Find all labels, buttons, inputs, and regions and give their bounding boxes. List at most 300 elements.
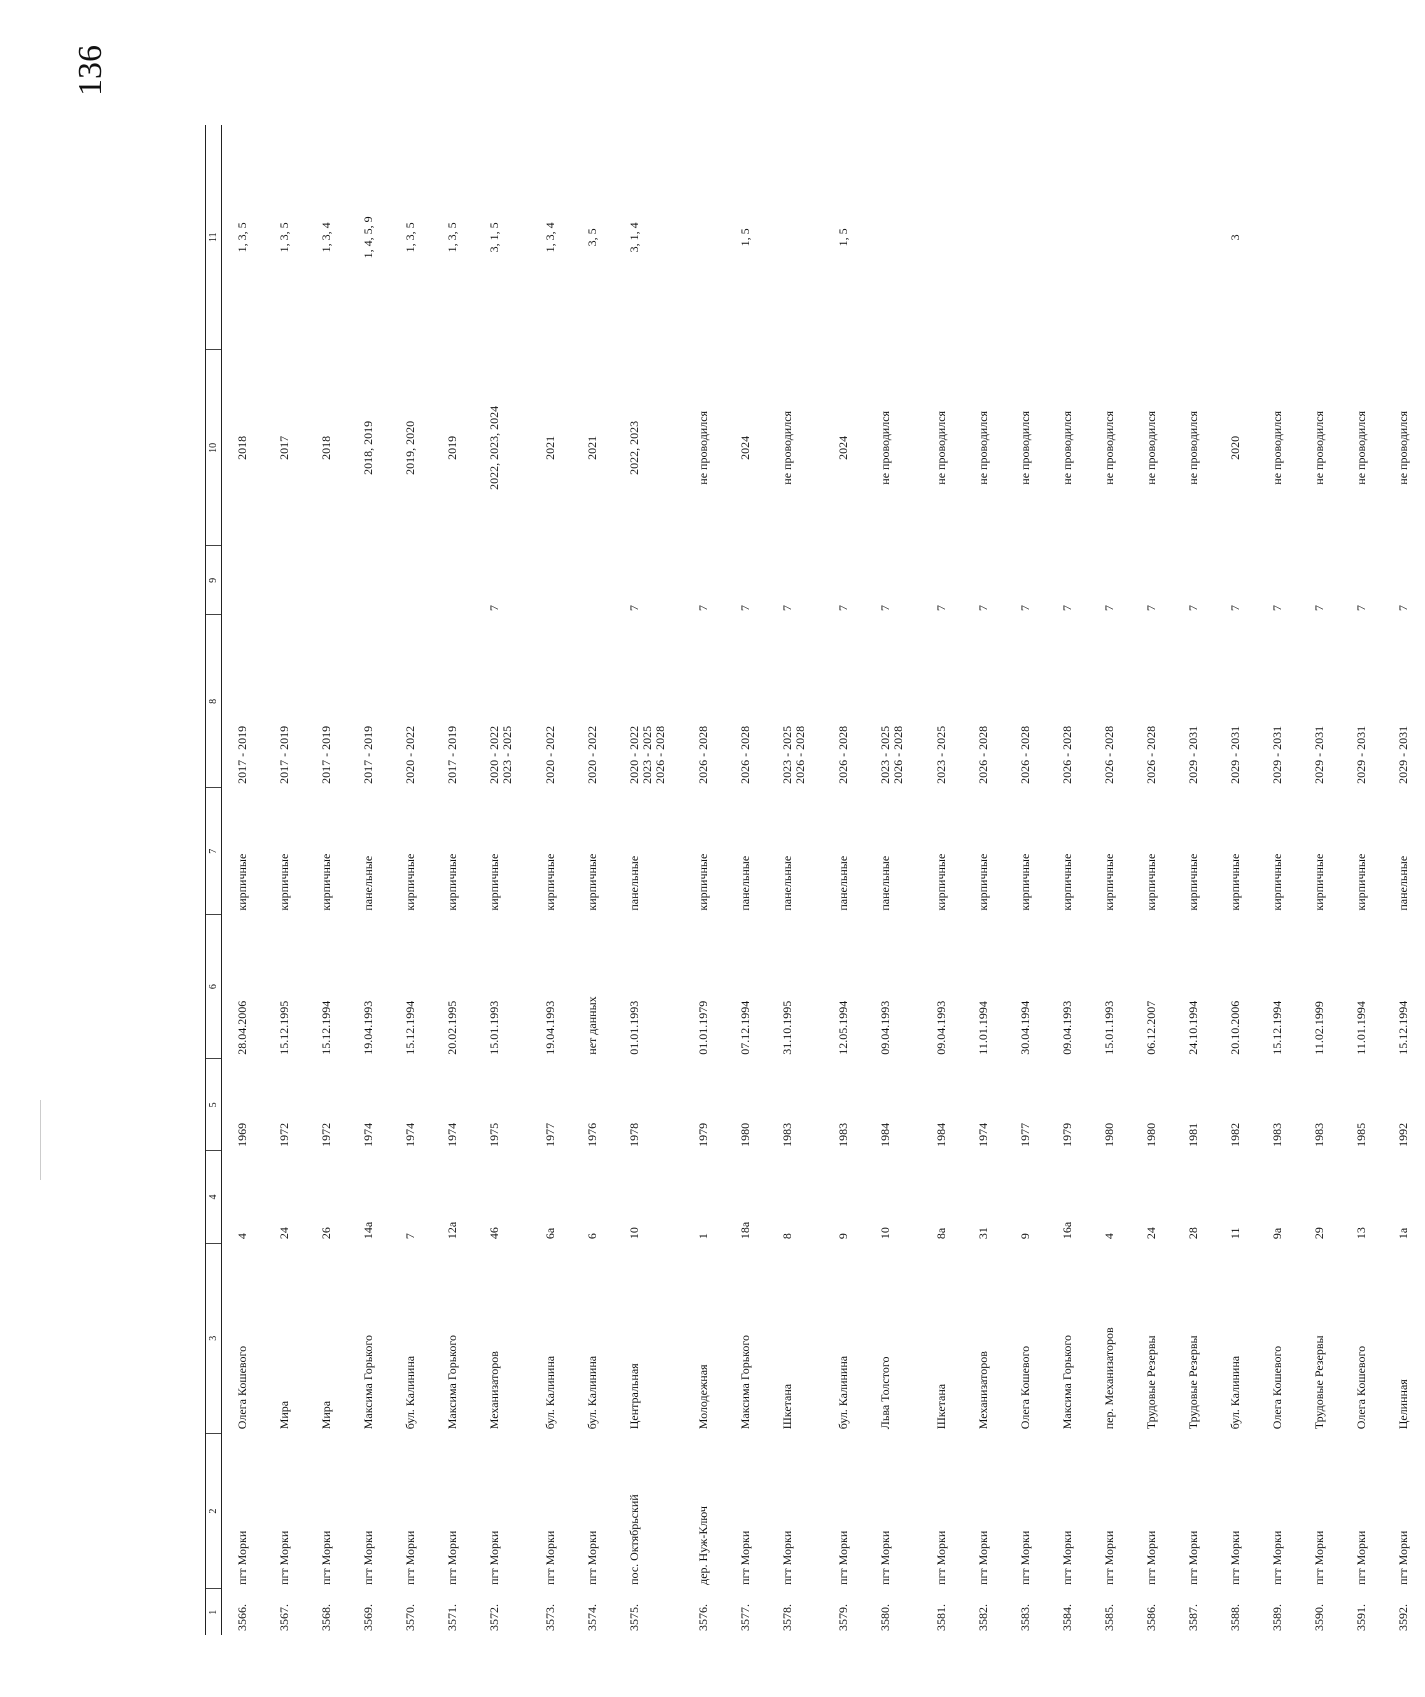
date-cell: 12.05.1994: [836, 1000, 850, 1055]
table-row: [1341, 125, 1383, 1635]
column-9-cell: 7: [1060, 604, 1074, 611]
year-cell: 1972: [319, 1122, 333, 1147]
date-cell: 01.01.1993: [627, 1000, 641, 1055]
table-row: [614, 125, 683, 1635]
settlement-cell: пгт Морки: [836, 1530, 850, 1585]
period-cell: 2020 - 2022 2023 - 2025 2026 - 2028: [627, 725, 667, 784]
header-cell: 11: [206, 125, 222, 350]
table-row: [530, 125, 572, 1635]
period-cell: 2026 - 2028: [738, 725, 752, 784]
table-row: [474, 125, 530, 1635]
row-number: 3575.: [627, 1604, 641, 1631]
material-cell: кирпичные: [696, 853, 710, 911]
house-number-cell: 46: [487, 1227, 501, 1240]
row-number: 3589.: [1270, 1604, 1284, 1631]
header-cell: 10: [206, 350, 222, 546]
column-10-cell: не проводился: [1396, 410, 1410, 485]
settlement-cell: пгт Морки: [585, 1530, 599, 1585]
row-number: 3587.: [1186, 1604, 1200, 1631]
column-11-cell: [1131, 125, 1173, 350]
column-9-cell: 7: [1102, 604, 1116, 611]
year-cell: 1977: [543, 1122, 557, 1147]
column-10-cell: не проводился: [1270, 410, 1284, 485]
year-cell: 1974: [445, 1122, 459, 1147]
row-number: 3569.: [361, 1604, 375, 1631]
column-11-cell: 1, 3, 5: [403, 222, 417, 253]
column-11-cell: 3: [1228, 234, 1242, 241]
street-cell: бул. Калинина: [1228, 1355, 1242, 1430]
material-cell: кирпичные: [1018, 853, 1032, 911]
table-row: [767, 125, 823, 1635]
settlement-cell: пгт Морки: [487, 1530, 501, 1585]
period-cell: 2029 - 2031: [1396, 725, 1410, 784]
year-cell: 1981: [1186, 1122, 1200, 1147]
date-cell: 15.12.1995: [277, 1000, 291, 1055]
material-cell: кирпичные: [277, 853, 291, 911]
material-cell: панельные: [361, 855, 375, 911]
date-cell: 30.04.1994: [1018, 1000, 1032, 1055]
column-11-cell: 1, 3, 4: [543, 222, 557, 253]
settlement-cell: пгт Морки: [235, 1530, 249, 1585]
settlement-cell: пгт Морки: [1060, 1530, 1074, 1585]
year-cell: 1985: [1354, 1122, 1368, 1147]
date-cell: 20.10.2006: [1228, 1000, 1242, 1055]
period-cell: 2017 - 2019: [361, 725, 375, 784]
column-11-cell: 3, 1, 4: [627, 222, 641, 253]
row-number: 3585.: [1102, 1604, 1116, 1631]
date-cell: 11.02.1999: [1312, 1001, 1326, 1055]
date-cell: 15.01.1993: [487, 1000, 501, 1055]
street-cell: Олега Кошевого: [235, 1345, 249, 1430]
date-cell: 19.04.1993: [361, 1000, 375, 1055]
settlement-cell: пгт Морки: [976, 1530, 990, 1585]
row-number: 3582.: [976, 1604, 990, 1631]
page-number: 136: [72, 45, 109, 96]
column-10-cell: 2019: [445, 435, 459, 460]
table-row: [1089, 125, 1131, 1635]
column-11-cell: [767, 125, 823, 350]
street-cell: Олега Кошевого: [1354, 1345, 1368, 1430]
settlement-cell: пгт Морки: [543, 1530, 557, 1585]
house-number-cell: 29: [1312, 1227, 1326, 1240]
house-number-cell: 9: [1018, 1233, 1032, 1240]
street-cell: Максима Горького: [361, 1334, 375, 1430]
year-cell: 1982: [1228, 1122, 1242, 1147]
street-cell: Максима Горького: [738, 1334, 752, 1430]
column-9-cell: 7: [1186, 604, 1200, 611]
column-10-cell: не проводился: [1354, 410, 1368, 485]
year-cell: 1972: [277, 1122, 291, 1147]
street-cell: пер. Механизаторов: [1102, 1327, 1116, 1430]
period-cell: 2017 - 2019: [445, 725, 459, 784]
material-cell: кирпичные: [235, 853, 249, 911]
house-number-cell: 1а: [1396, 1227, 1410, 1240]
material-cell: кирпичные: [319, 853, 333, 911]
house-number-cell: 7: [403, 1233, 417, 1240]
column-10-cell: не проводился: [696, 410, 710, 485]
table-row: [1173, 125, 1215, 1635]
year-cell: 1976: [585, 1122, 599, 1147]
column-10-cell: не проводился: [780, 410, 794, 485]
date-cell: 24.10.1994: [1186, 1000, 1200, 1055]
column-10-cell: не проводился: [1312, 410, 1326, 485]
settlement-cell: пгт Морки: [878, 1530, 892, 1585]
column-11-cell: [1299, 125, 1341, 350]
settlement-cell: пгт Морки: [934, 1530, 948, 1585]
year-cell: 1983: [1312, 1122, 1326, 1147]
material-cell: кирпичные: [1354, 853, 1368, 911]
year-cell: 1980: [1102, 1122, 1116, 1147]
settlement-cell: пгт Морки: [1396, 1530, 1410, 1585]
date-cell: 11.01.1994: [1354, 1001, 1368, 1055]
material-cell: кирпичные: [1060, 853, 1074, 911]
table-row: [823, 125, 865, 1635]
settlement-cell: пгт Морки: [319, 1530, 333, 1585]
material-cell: панельные: [878, 855, 892, 911]
date-cell: 19.04.1993: [543, 1000, 557, 1055]
house-number-cell: 1: [696, 1233, 710, 1240]
column-10-cell: 2024: [836, 435, 850, 460]
column-11-cell: [1089, 125, 1131, 350]
table-row: [865, 125, 921, 1635]
street-cell: Льва Толстого: [878, 1356, 892, 1430]
column-11-cell: [921, 125, 963, 350]
row-number: 3588.: [1228, 1604, 1242, 1631]
row-number: 3591.: [1354, 1604, 1368, 1631]
date-cell: 15.12.1994: [403, 1000, 417, 1055]
material-cell: кирпичные: [1228, 853, 1242, 911]
period-cell: 2020 - 2022: [403, 725, 417, 784]
street-cell: Центральная: [627, 1363, 641, 1430]
year-cell: 1984: [878, 1122, 892, 1147]
column-10-cell: 2022, 2023: [627, 420, 641, 475]
street-cell: Максима Горького: [445, 1334, 459, 1430]
column-10-cell: не проводился: [934, 410, 948, 485]
period-cell: 2026 - 2028: [1060, 725, 1074, 784]
date-cell: 09.04.1993: [934, 1000, 948, 1055]
date-cell: 01.01.1979: [696, 1000, 710, 1055]
row-number: 3583.: [1018, 1604, 1032, 1631]
period-cell: 2026 - 2028: [1102, 725, 1116, 784]
material-cell: кирпичные: [403, 853, 417, 911]
column-10-cell: 2021: [585, 435, 599, 460]
street-cell: Мира: [319, 1400, 333, 1430]
street-cell: бул. Калинина: [836, 1355, 850, 1430]
row-number: 3592.: [1396, 1604, 1410, 1631]
column-11-cell: [683, 125, 725, 350]
column-11-cell: [865, 125, 921, 350]
column-9-cell: 7: [1144, 604, 1158, 611]
date-cell: 06.12.2007: [1144, 1000, 1158, 1055]
column-11-cell: 1, 3, 5: [445, 222, 459, 253]
settlement-cell: пгт Морки: [1312, 1530, 1326, 1585]
column-9-cell: 7: [878, 604, 892, 611]
street-cell: Шкетана: [934, 1383, 948, 1430]
column-9-cell: 7: [696, 604, 710, 611]
settlement-cell: пгт Морки: [277, 1530, 291, 1585]
column-11-cell: [1005, 125, 1047, 350]
material-cell: кирпичные: [1270, 853, 1284, 911]
table-row: [1047, 125, 1089, 1635]
column-11-cell: 1, 5: [836, 228, 850, 247]
column-10-cell: 2017: [277, 435, 291, 460]
column-9-cell: [264, 546, 306, 615]
material-cell: панельные: [836, 855, 850, 911]
row-number: 3580.: [878, 1604, 892, 1631]
house-number-cell: 10: [627, 1227, 641, 1240]
column-11-cell: 1, 3, 5: [277, 222, 291, 253]
column-11-cell: 1, 4, 5, 9: [361, 216, 375, 259]
column-10-cell: 2018: [319, 435, 333, 460]
house-number-cell: 24: [277, 1227, 291, 1240]
column-9-cell: [306, 546, 348, 615]
table-row: [306, 125, 348, 1635]
column-11-cell: [1383, 125, 1425, 350]
column-11-cell: 1, 5: [738, 228, 752, 247]
period-cell: 2029 - 2031: [1228, 725, 1242, 784]
material-cell: кирпичные: [1102, 853, 1116, 911]
table-row: [725, 125, 767, 1635]
settlement-cell: пгт Морки: [1228, 1530, 1242, 1585]
house-number-cell: 4: [1102, 1233, 1116, 1240]
table-row: [1005, 125, 1047, 1635]
street-cell: Трудовые Резервы: [1186, 1335, 1200, 1430]
date-cell: нет данных: [585, 996, 599, 1055]
material-cell: кирпичные: [585, 853, 599, 911]
row-number: 3578.: [780, 1604, 794, 1631]
row-number: 3573.: [543, 1604, 557, 1631]
year-cell: 1974: [361, 1122, 375, 1147]
column-11-cell: [1257, 125, 1299, 350]
header-cell: 5: [206, 1059, 222, 1151]
column-9-cell: 7: [934, 604, 948, 611]
column-10-cell: 2018, 2019: [361, 420, 375, 475]
header-cell: 9: [206, 546, 222, 615]
street-cell: Максима Горького: [1060, 1334, 1074, 1430]
settlement-cell: пгт Морки: [780, 1530, 794, 1585]
column-11-cell: 1, 3, 4: [319, 222, 333, 253]
header-cell: 1: [206, 1589, 222, 1635]
house-number-cell: 18а: [738, 1221, 752, 1240]
row-number: 3586.: [1144, 1604, 1158, 1631]
material-cell: кирпичные: [487, 853, 501, 911]
house-number-cell: 14а: [361, 1221, 375, 1240]
row-number: 3572.: [487, 1604, 501, 1631]
house-number-cell: 16а: [1060, 1221, 1074, 1240]
settlement-cell: пгт Морки: [1102, 1530, 1116, 1585]
house-number-cell: 26: [319, 1227, 333, 1240]
table-row: [963, 125, 1005, 1635]
row-number: 3568.: [319, 1604, 333, 1631]
material-cell: кирпичные: [976, 853, 990, 911]
year-cell: 1978: [627, 1122, 641, 1147]
row-number: 3571.: [445, 1604, 459, 1631]
row-number: 3567.: [277, 1604, 291, 1631]
column-11-cell: 1, 3, 5: [235, 222, 249, 253]
street-cell: Механизаторов: [976, 1351, 990, 1430]
date-cell: 09.04.1993: [878, 1000, 892, 1055]
street-cell: Целинная: [1396, 1379, 1410, 1430]
material-cell: кирпичные: [1186, 853, 1200, 911]
row-number: 3574.: [585, 1604, 599, 1631]
period-cell: 2026 - 2028: [696, 725, 710, 784]
material-cell: кирпичные: [1312, 853, 1326, 911]
period-cell: 2020 - 2022: [543, 725, 557, 784]
column-10-cell: не проводился: [1102, 410, 1116, 485]
street-cell: Трудовые Резервы: [1312, 1335, 1326, 1430]
column-11-cell: [1047, 125, 1089, 350]
street-cell: Шкетана: [780, 1383, 794, 1430]
column-9-cell: 7: [627, 604, 641, 611]
table-row: [348, 125, 390, 1635]
date-cell: 11.01.1994: [976, 1001, 990, 1055]
street-cell: Механизаторов: [487, 1351, 501, 1430]
column-10-cell: 2022, 2023, 2024: [487, 405, 501, 490]
column-10-cell: не проводился: [976, 410, 990, 485]
material-cell: панельные: [627, 855, 641, 911]
table-row: [222, 125, 265, 1635]
settlement-cell: пгт Морки: [1144, 1530, 1158, 1585]
year-cell: 1974: [976, 1122, 990, 1147]
header-row: [206, 125, 222, 1635]
header-cell: 7: [206, 788, 222, 915]
house-number-cell: 9а: [1270, 1227, 1284, 1240]
column-10-cell: не проводился: [1018, 410, 1032, 485]
material-cell: панельные: [780, 855, 794, 911]
material-cell: панельные: [738, 855, 752, 911]
year-cell: 1992: [1396, 1122, 1410, 1147]
material-cell: кирпичные: [1144, 853, 1158, 911]
period-cell: 2023 - 2025: [934, 725, 948, 784]
house-number-cell: 8а: [934, 1227, 948, 1240]
scan-artifact-line: [40, 1100, 41, 1180]
column-9-cell: 7: [1396, 604, 1410, 611]
period-cell: 2023 - 2025 2026 - 2028: [878, 725, 905, 784]
period-cell: 2029 - 2031: [1186, 725, 1200, 784]
row-number: 3590.: [1312, 1604, 1326, 1631]
column-9-cell: 7: [738, 604, 752, 611]
column-11-cell: [1173, 125, 1215, 350]
material-cell: кирпичные: [934, 853, 948, 911]
row-number: 3577.: [738, 1604, 752, 1631]
period-cell: 2029 - 2031: [1354, 725, 1368, 784]
house-number-cell: 4: [235, 1233, 249, 1240]
column-9-cell: [530, 546, 572, 615]
street-cell: Олега Кошевого: [1018, 1345, 1032, 1430]
settlement-cell: пос. Октябрьский: [627, 1494, 641, 1585]
year-cell: 1983: [836, 1122, 850, 1147]
column-10-cell: 2018: [235, 435, 249, 460]
house-number-cell: 31: [976, 1227, 990, 1240]
street-cell: Молодежная: [696, 1364, 710, 1430]
table-row: [921, 125, 963, 1635]
date-cell: 07.12.1994: [738, 1000, 752, 1055]
settlement-cell: пгт Морки: [445, 1530, 459, 1585]
table-row: [1215, 125, 1257, 1635]
period-cell: 2026 - 2028: [836, 725, 850, 784]
date-cell: 15.12.1994: [1270, 1000, 1284, 1055]
header-cell: 8: [206, 615, 222, 788]
column-9-cell: [222, 546, 265, 615]
table-row: [1257, 125, 1299, 1635]
date-cell: 28.04.2006: [235, 1000, 249, 1055]
header-cell: 4: [206, 1151, 222, 1243]
column-9-cell: 7: [1354, 604, 1368, 611]
period-cell: 2020 - 2022 2023 - 2025: [487, 725, 514, 784]
year-cell: 1980: [738, 1122, 752, 1147]
column-9-cell: 7: [487, 604, 501, 611]
year-cell: 1977: [1018, 1122, 1032, 1147]
street-cell: Олега Кошевого: [1270, 1345, 1284, 1430]
table-row: [1299, 125, 1341, 1635]
period-cell: 2017 - 2019: [277, 725, 291, 784]
street-cell: бул. Калинина: [585, 1355, 599, 1430]
column-9-cell: 7: [976, 604, 990, 611]
table-body: [222, 125, 1425, 1635]
header-cell: 2: [206, 1433, 222, 1589]
header-cell: 3: [206, 1243, 222, 1433]
column-11-cell: [963, 125, 1005, 350]
column-11-cell: 3, 5: [585, 228, 599, 247]
year-cell: 1975: [487, 1122, 501, 1147]
column-9-cell: [390, 546, 432, 615]
column-10-cell: не проводился: [1060, 410, 1074, 485]
row-number: 3584.: [1060, 1604, 1074, 1631]
row-number: 3576.: [696, 1604, 710, 1631]
column-10-cell: не проводился: [1186, 410, 1200, 485]
year-cell: 1979: [1060, 1122, 1074, 1147]
period-cell: 2017 - 2019: [235, 725, 249, 784]
row-number: 3566.: [235, 1604, 249, 1631]
column-10-cell: 2020: [1228, 435, 1242, 460]
house-number-cell: 6а: [543, 1227, 557, 1240]
column-9-cell: 7: [1228, 604, 1242, 611]
header-cell: 6: [206, 915, 222, 1059]
settlement-cell: дер. Нуж-Ключ: [696, 1506, 710, 1585]
year-cell: 1979: [696, 1122, 710, 1147]
row-number: 3570.: [403, 1604, 417, 1631]
column-10-cell: 2021: [543, 435, 557, 460]
date-cell: 15.12.1994: [1396, 1000, 1410, 1055]
year-cell: 1983: [780, 1122, 794, 1147]
date-cell: 31.10.1995: [780, 1000, 794, 1055]
date-cell: 20.02.1995: [445, 1000, 459, 1055]
table-row: [264, 125, 306, 1635]
period-cell: 2029 - 2031: [1270, 725, 1284, 784]
column-11-cell: [1341, 125, 1383, 350]
column-9-cell: [348, 546, 390, 615]
material-cell: панельные: [1396, 855, 1410, 911]
table-row: [572, 125, 614, 1635]
column-9-cell: [572, 546, 614, 615]
settlement-cell: пгт Морки: [1186, 1530, 1200, 1585]
year-cell: 1969: [235, 1122, 249, 1147]
settlement-cell: пгт Морки: [1270, 1530, 1284, 1585]
table-row: [390, 125, 432, 1635]
table-row: [1131, 125, 1173, 1635]
house-number-cell: 9: [836, 1233, 850, 1240]
period-cell: 2020 - 2022: [585, 725, 599, 784]
year-cell: 1974: [403, 1122, 417, 1147]
house-number-cell: 24: [1144, 1227, 1158, 1240]
date-cell: 09.04.1993: [1060, 1000, 1074, 1055]
period-cell: 2026 - 2028: [1018, 725, 1032, 784]
housing-table-rotated: [205, 125, 1410, 1635]
column-9-cell: [432, 546, 474, 615]
street-cell: Мира: [277, 1400, 291, 1430]
column-9-cell: 7: [1312, 604, 1326, 611]
column-9-cell: 7: [1270, 604, 1284, 611]
